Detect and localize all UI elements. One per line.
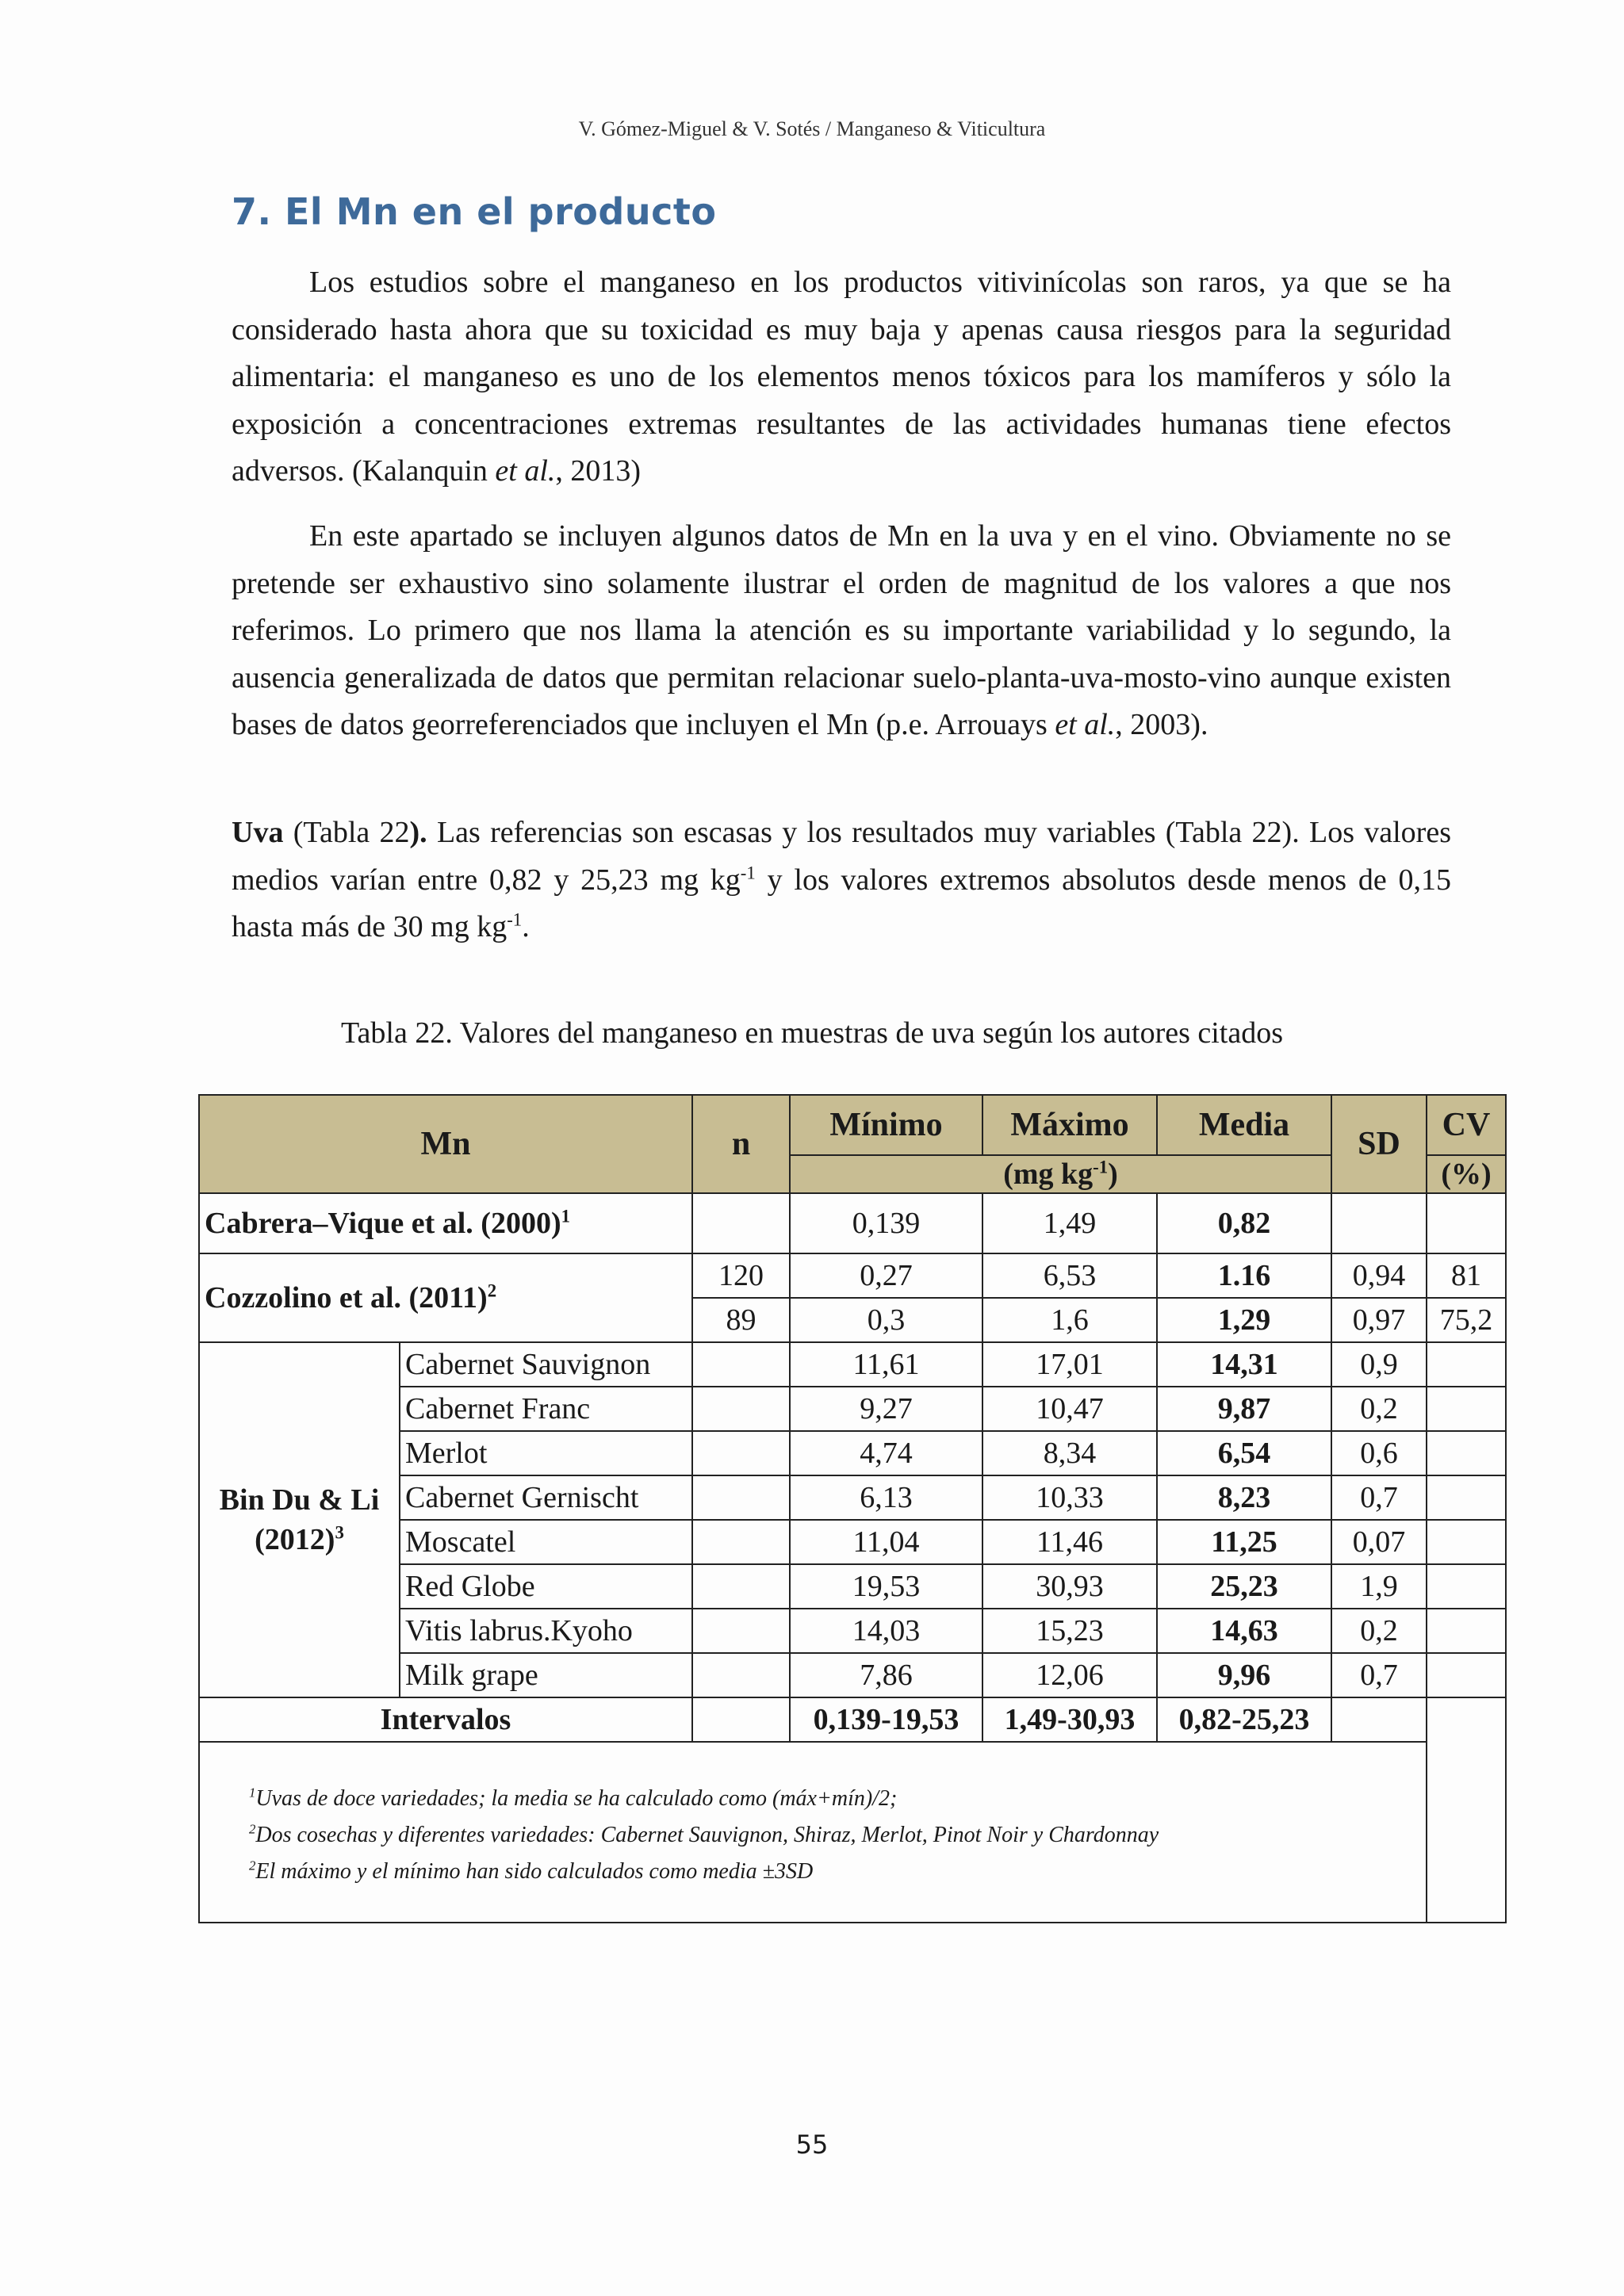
table-cell: 14,63 [1157, 1609, 1331, 1653]
table-cell: 1,29 [1157, 1298, 1331, 1342]
table-cell: 1,6 [982, 1298, 1157, 1342]
header-cv: CV [1427, 1095, 1506, 1155]
table-cell: 120 [692, 1253, 790, 1298]
footnote [249, 1781, 1421, 1817]
table-cell: 0,94 [1331, 1253, 1427, 1298]
table-cell [1427, 1387, 1506, 1431]
table-cell: 0,139-19,53 [790, 1697, 982, 1742]
footnote-text: Dos cosechas y diferentes variedades: Cabernet Sauvignon, Shiraz, Merlot, Pinot Noir y Chardonnay [255, 1823, 1159, 1847]
paragraph-1 [232, 259, 1451, 496]
paragraph-2-italic: et al. [1055, 708, 1116, 741]
table-cell [692, 1387, 790, 1431]
header-mn: Mn [199, 1095, 692, 1193]
header-n: n [692, 1095, 790, 1193]
paragraph-3-bold: Uva [232, 816, 284, 849]
table-cell: 81 [1427, 1253, 1506, 1298]
table-cell: 0,3 [790, 1298, 982, 1342]
table-cell: 4,74 [790, 1431, 982, 1475]
footnote-marker: 1 [249, 1785, 256, 1800]
variety-name: Moscatel [400, 1520, 692, 1564]
table-cell [692, 1193, 790, 1253]
table-cell: 1.16 [1157, 1253, 1331, 1298]
table-cell: 9,96 [1157, 1653, 1331, 1697]
table-cell: 75,2 [1427, 1298, 1506, 1342]
paragraph-1-text: Los estudios sobre el manganeso en los productos vitivinícolas son raros, ya que se ha considerado hasta ahora que su toxicidad es muy baja y apenas causa riesgos para la seguridad alimentaria: el manganeso es uno de los elementos menos tóxicos para los mamíferos y sólo la exposición a concentraciones extremas resultantes de las actividades humanas tiene efectos adversos. (Kalanquin [232, 266, 1451, 488]
variety-name: Cabernet Franc [400, 1387, 692, 1431]
table-cell: 14,31 [1157, 1342, 1331, 1387]
paragraph-2 [232, 513, 1451, 749]
footnote [249, 1854, 1421, 1890]
table-cell [692, 1342, 790, 1387]
paragraph-1-end: , 2013) [555, 454, 642, 488]
table-cell: 0,27 [790, 1253, 982, 1298]
table-cell: 10,47 [982, 1387, 1157, 1431]
table-cell: 0,07 [1331, 1520, 1427, 1564]
table-cell [1427, 1475, 1506, 1520]
variety-name: Cabernet Sauvignon [400, 1342, 692, 1387]
paragraph-3-ref-close: ). [409, 816, 427, 849]
paragraph-3-ref: (Tabla 22 [283, 816, 410, 849]
table-cell: 9,87 [1157, 1387, 1331, 1431]
paragraph-1-italic: et al. [495, 454, 556, 488]
author-name: Bin Du & Li [219, 1483, 380, 1517]
table-cell: 0,82 [1157, 1193, 1331, 1253]
table-cell: 19,53 [790, 1564, 982, 1609]
variety-name: Merlot [400, 1431, 692, 1475]
table-cell [1427, 1431, 1506, 1475]
footnote-ref: 2 [487, 1280, 497, 1301]
row-cozzolino-author [199, 1253, 692, 1342]
table-cell: 7,86 [790, 1653, 982, 1697]
table-cell: 89 [692, 1298, 790, 1342]
table-cell: 10,33 [982, 1475, 1157, 1520]
row-intervalos-label: Intervalos [199, 1697, 692, 1742]
table-cell: 0,7 [1331, 1475, 1427, 1520]
table-cell: 0,97 [1331, 1298, 1427, 1342]
table-cell: 0,139 [790, 1193, 982, 1253]
header-unit-text: (mg kg [1003, 1158, 1094, 1191]
table-cell [692, 1520, 790, 1564]
author-year: (2012) [255, 1523, 335, 1556]
paragraph-3-text-2: y los valores extremos absolutos desde menos de 0,15 hasta más de 30 mg kg [232, 863, 1451, 943]
table-cell: 17,01 [982, 1342, 1157, 1387]
table-cell: 0,9 [1331, 1342, 1427, 1387]
table-cell: 1,49 [982, 1193, 1157, 1253]
footnote-text: El máximo y el mínimo han sido calculados como media ±3SD [255, 1859, 814, 1884]
header-cv-unit: (%) [1427, 1155, 1506, 1193]
table-cell: 12,06 [982, 1653, 1157, 1697]
table-cell [1427, 1653, 1506, 1697]
table-cell [692, 1609, 790, 1653]
table-cell: 15,23 [982, 1609, 1157, 1653]
running-head: V. Gómez-Miguel & V. Sotés / Manganeso & Viticultura [578, 117, 1046, 140]
table-cell: 8,23 [1157, 1475, 1331, 1520]
paragraph-3-sup-2: -1 [507, 909, 523, 930]
table-cell: 11,25 [1157, 1520, 1331, 1564]
table-cell: 11,04 [790, 1520, 982, 1564]
paragraph-2-end: , 2003). [1115, 708, 1208, 741]
variety-name: Vitis labrus.Kyoho [400, 1609, 692, 1653]
table-cell: 14,03 [790, 1609, 982, 1653]
header-media: Media [1157, 1095, 1331, 1155]
table-cell: 0,6 [1331, 1431, 1427, 1475]
page-number: 55 [795, 2130, 829, 2160]
variety-name: Milk grape [400, 1653, 692, 1697]
table-cell: 1,49-30,93 [982, 1697, 1157, 1742]
table-cell [1331, 1193, 1427, 1253]
table-cell: 6,54 [1157, 1431, 1331, 1475]
footnote-text: Uvas de doce variedades; la media se ha calculado como (máx+mín)/2; [255, 1786, 898, 1811]
table-cell [692, 1475, 790, 1520]
paragraph-3-sup-1: -1 [740, 862, 756, 882]
header-max: Máximo [982, 1095, 1157, 1155]
table-cell: 6,53 [982, 1253, 1157, 1298]
table-cell: 0,2 [1331, 1609, 1427, 1653]
author-name: Cabrera–Vique et al. (2000) [205, 1207, 561, 1240]
row-bindu-author [199, 1342, 400, 1697]
table-cell: 11,46 [982, 1520, 1157, 1564]
variety-name: Cabernet Gernischt [400, 1475, 692, 1520]
table-cell: 9,27 [790, 1387, 982, 1431]
variety-name: Red Globe [400, 1564, 692, 1609]
header-sd: SD [1331, 1095, 1427, 1193]
footnote-marker: 2 [249, 1821, 256, 1837]
row-cabrera-author [199, 1193, 692, 1253]
table-cell [692, 1431, 790, 1475]
paragraph-3-text: Las referencias son escasas y los resultados muy variables (Tabla 22). Los valores medios varían entre 0,82 y 25,23 mg kg [232, 816, 1451, 897]
table-cell: 0,7 [1331, 1653, 1427, 1697]
table-cell [692, 1653, 790, 1697]
footnote-ref: 3 [335, 1522, 344, 1543]
table-cell: 30,93 [982, 1564, 1157, 1609]
table-cell: 11,61 [790, 1342, 982, 1387]
table-cell [692, 1697, 790, 1742]
author-name: Cozzolino et al. (2011) [205, 1281, 488, 1314]
footnote [249, 1817, 1421, 1854]
table-cell: 25,23 [1157, 1564, 1331, 1609]
table-cell: 0,82-25,23 [1157, 1697, 1331, 1742]
footnote-ref: 1 [561, 1206, 571, 1226]
section-title: 7. El Mn en el producto [232, 190, 717, 233]
header-min: Mínimo [790, 1095, 982, 1155]
table-cell [1427, 1193, 1506, 1253]
table-cell: 8,34 [982, 1431, 1157, 1475]
header-unit-sup: -1 [1093, 1157, 1109, 1177]
table-cell: 6,13 [790, 1475, 982, 1520]
table-cell [692, 1564, 790, 1609]
table-cell: 0,2 [1331, 1387, 1427, 1431]
table-cell [1427, 1697, 1506, 1923]
manganese-table [198, 1094, 1507, 1923]
table-cell [1427, 1609, 1506, 1653]
table-cell: 1,9 [1331, 1564, 1427, 1609]
table-cell [1427, 1564, 1506, 1609]
table-caption: Tabla 22. Valores del manganeso en muestras de uva según los autores citados [340, 1016, 1284, 1050]
header-unit [790, 1155, 1331, 1193]
header-unit-close: ) [1108, 1158, 1118, 1191]
table-cell [1427, 1520, 1506, 1564]
table-cell [1331, 1697, 1427, 1742]
footnote-marker: 2 [249, 1858, 256, 1873]
table-cell [1427, 1342, 1506, 1387]
paragraph-2-text: En este apartado se incluyen algunos datos de Mn en la uva y en el vino. Obviamente no se pretende ser exhaustivo sino solamente ilustrar el orden de magnitud de los valores a que nos referimos. Lo primero que nos llama la atención es su importante variabilidad y lo segundo, la ausencia generalizada de datos que permitan relacionar suelo-planta-uva-mosto-vino aunque existen bases de datos georreferenciados que incluyen el Mn (p.e. Arrouays [232, 519, 1451, 741]
table-notes [199, 1742, 1427, 1923]
paragraph-3-end: . [522, 910, 530, 943]
paragraph-3 [232, 809, 1451, 951]
